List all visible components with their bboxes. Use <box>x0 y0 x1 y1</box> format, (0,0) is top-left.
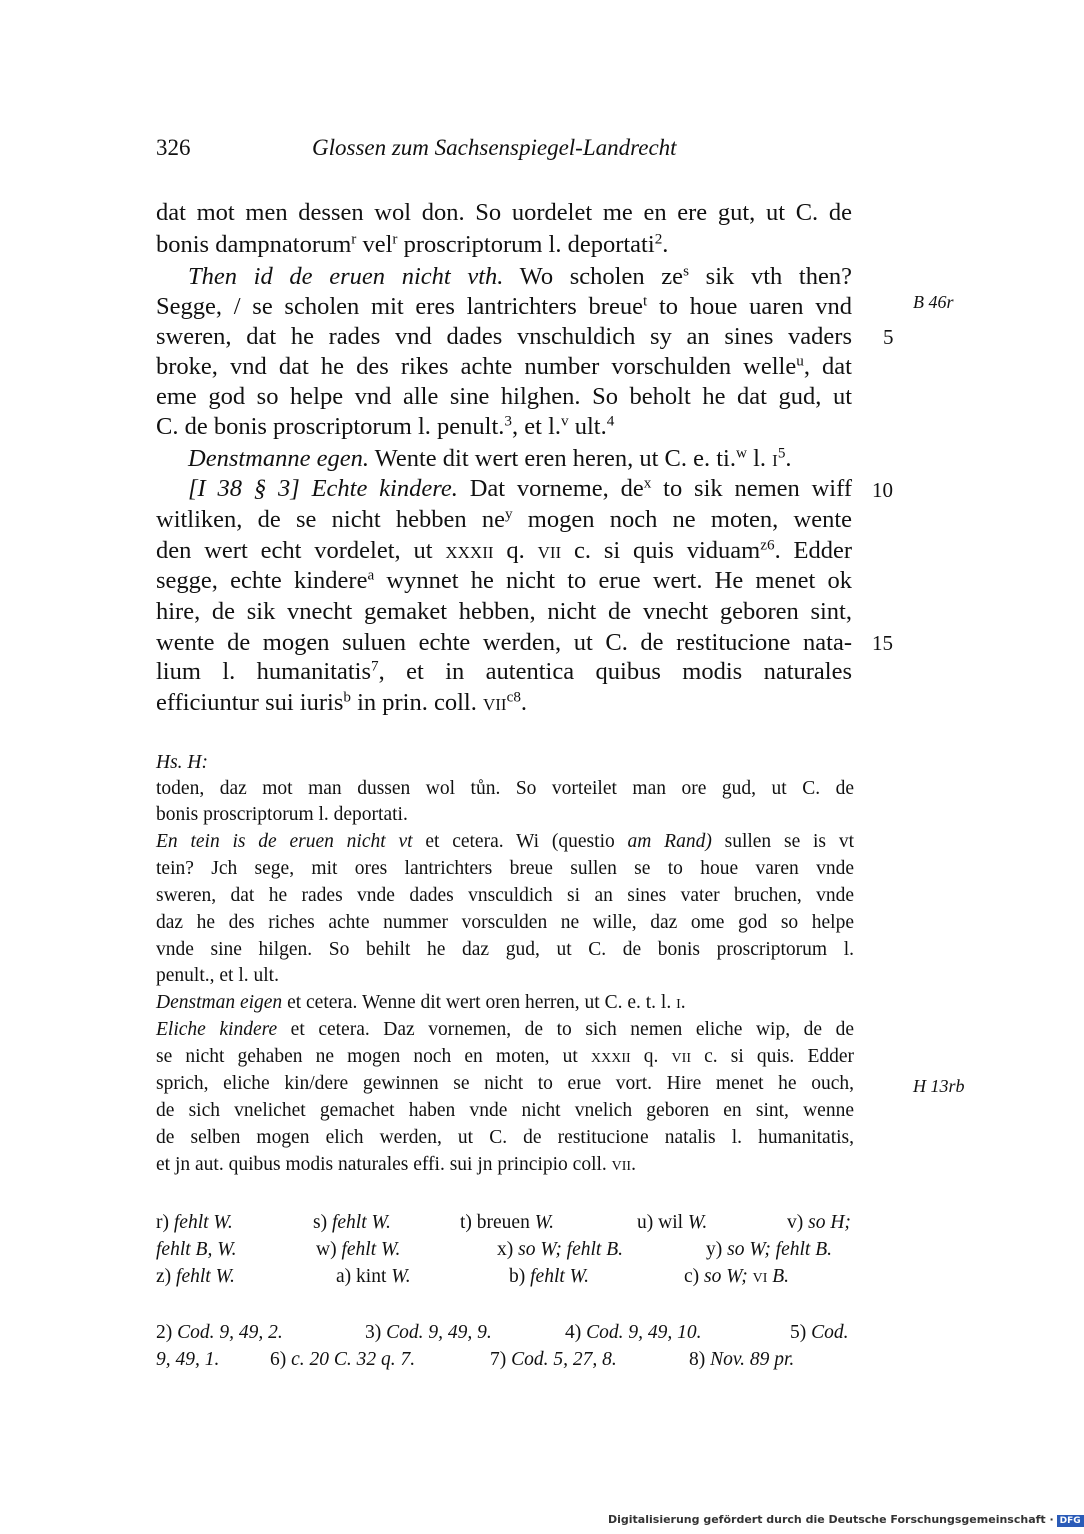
footnote-c: c) so W; vi B. <box>684 1266 790 1287</box>
footnote-y: y) so W; fehlt B. <box>706 1239 833 1260</box>
footnote-z: z) fehlt W. <box>156 1266 235 1287</box>
text-line: witliken, de se nicht hebben $ne^y$ mogen noch ne moten, wente <box>156 505 852 533</box>
dfg-footer <box>608 1513 1084 1527</box>
source-note-2: 2) Cod. 9, 49, 2. <box>156 1322 283 1343</box>
page-number: 326 <box>156 135 191 160</box>
footnote-a: a) kint W. <box>336 1266 411 1287</box>
source-note-5-cont: 9, 49, 1. <box>156 1349 220 1370</box>
text-line: wente de mogen suluen echte werden, ut C. de restitucione nata- <box>156 629 852 656</box>
line-number: 10 <box>872 478 893 502</box>
text-line: den wert echt vordelet, ut xxxii q. vii c. si quis viduam$^{z6}$. Edder <box>156 536 853 564</box>
text-line: segge, echte kindere$^a$ wynnet he nicht to erue wert. He menet ok <box>156 566 852 594</box>
text-line: et jn aut. quibus modis naturales effi. sui jn principio coll. vii. <box>156 1154 636 1175</box>
footnote-t: t) breuen W. <box>460 1212 555 1233</box>
source-note-4: 4) Cod. 9, 49, 10. <box>565 1322 702 1343</box>
text-line: Segge, / se scholen mit eres lantrichters breue$^t$ to houe uaren vnd <box>156 292 853 320</box>
text-line: de sich vnelichet gemachet haben vnde nicht vnelich geboren en sint, wenne <box>156 1100 854 1121</box>
text-line: sweren, dat he rades vnd dades vnschuldich sy an sines vaders <box>156 323 852 350</box>
margin-folio-h13rb: H 13rb <box>913 1076 965 1096</box>
source-note-5: 5) Cod. <box>790 1322 849 1343</box>
text-line: Denstmanne egen. Wente dit wert eren heren, ut C. e. ti.$^w$ l. $i^5$. <box>188 444 792 472</box>
text-line: hire, de sik vnecht gemaket hebben, nicht de vnecht geboren sint, <box>156 598 852 625</box>
footnote-b: b) fehlt W. <box>509 1266 589 1287</box>
footnote-v: v) so H; <box>787 1212 851 1233</box>
text-line: sweren, dat he rades vnde dades vnsculdich si an sines vater bruchen, vnde <box>156 885 854 906</box>
source-note-7: 7) Cod. 5, 27, 8. <box>490 1349 617 1370</box>
text-line: de selben mogen elich werden, ut C. de restitucione natalis l. humanitatis, <box>156 1127 854 1148</box>
footnote-r: r) fehlt W. <box>156 1212 233 1233</box>
text-line: En tein is de eruen nicht vt et cetera. Wi (questio am Rand) sullen se is vt <box>156 831 854 852</box>
dfg-logo: DFG <box>1057 1515 1084 1527</box>
text-line: sprich, eliche kin/dere gewinnen se nicht to erue vort. Hire menet he ouch, <box>156 1073 854 1094</box>
section-label: Hs. H: <box>156 752 208 773</box>
text-line: penult., et l. ult. <box>156 965 279 986</box>
text-line: daz he des riches achte nummer vorsculden ne wille, daz ome god so helpe <box>156 912 854 933</box>
text-line: Eliche kindere et cetera. Daz vornemen, de to sich nemen eliche wip, de de <box>156 1019 854 1040</box>
line-number: 15 <box>872 631 893 655</box>
source-note-8: 8) Nov. 89 pr. <box>689 1349 795 1370</box>
text-line: bonis dampnatorum$^r$ vel$^r$ proscriptorum l. deportati$^2$. <box>156 230 669 258</box>
text-line: vnde sine hilgen. So behilt he daz gud, ut C. de bonis proscriptorum l. <box>156 939 854 960</box>
dfg-text: Digitalisierung gefördert durch die Deutsche Forschungsgemeinschaft · <box>608 1513 1054 1526</box>
text-line: tein? Jch sege, mit ores lantrichters breue sullen se to houe varen vnde <box>156 858 854 879</box>
text-line: bonis proscriptorum l. deportati. <box>156 804 408 825</box>
text-line: Denstman eigen et cetera. Wenne dit wert oren herren, ut C. e. t. l. i. <box>156 992 686 1013</box>
text-line: [I 38 § 3] Echte kindere. Dat vorneme, $de^x$ to sik nemen wiff <box>188 474 852 502</box>
footnote-s: s) fehlt W. <box>313 1212 391 1233</box>
text-line: efficiuntur sui iuris$^b$ in prin. coll. vii$^{c8}$. <box>156 688 528 716</box>
text-line: lium l. humanitatis$^7$, et in autentica quibus modis naturales <box>156 657 853 685</box>
footnote-x: x) so W; fehlt B. <box>497 1239 624 1260</box>
text-line: eme god so helpe vnd alle sine hilghen. So beholt he dat gud, ut <box>156 383 852 410</box>
line-number: 5 <box>883 325 894 349</box>
text-line: broke, vnd dat he des rikes achte number vorschulden welle$^u$, dat <box>156 352 852 380</box>
text-line: C. de bonis proscriptorum l. penult.$^3$, et l.$^v$ ult.$^4$ <box>156 412 615 440</box>
page-header <box>0 135 1000 171</box>
source-note-3: 3) Cod. 9, 49, 9. <box>365 1322 492 1343</box>
source-note-6: 6) c. 20 C. 32 q. 7. <box>270 1349 416 1370</box>
text-line: dat mot men dessen wol don. So uordelet me en ere gut, ut C. de <box>156 199 852 226</box>
running-title: Glossen zum Sachsenspiegel-Landrecht <box>312 135 677 160</box>
footnote-u: u) wil W. <box>637 1212 708 1233</box>
text-line: Then id de eruen nicht vth. Wo scholen $ze^s$ sik vth then? <box>188 262 852 290</box>
text-line: se nicht gehaben ne mogen noch en moten, ut xxxii q. vii c. si quis. Edder <box>156 1046 854 1067</box>
footnote-v-cont: fehlt B, W. <box>156 1239 237 1260</box>
margin-folio-b46r: B 46r <box>913 292 954 312</box>
footnote-w: w) fehlt W. <box>316 1239 401 1260</box>
text-line: toden, daz mot man dussen wol tůn. So vorteilet man ore gud, ut C. de <box>156 778 854 799</box>
